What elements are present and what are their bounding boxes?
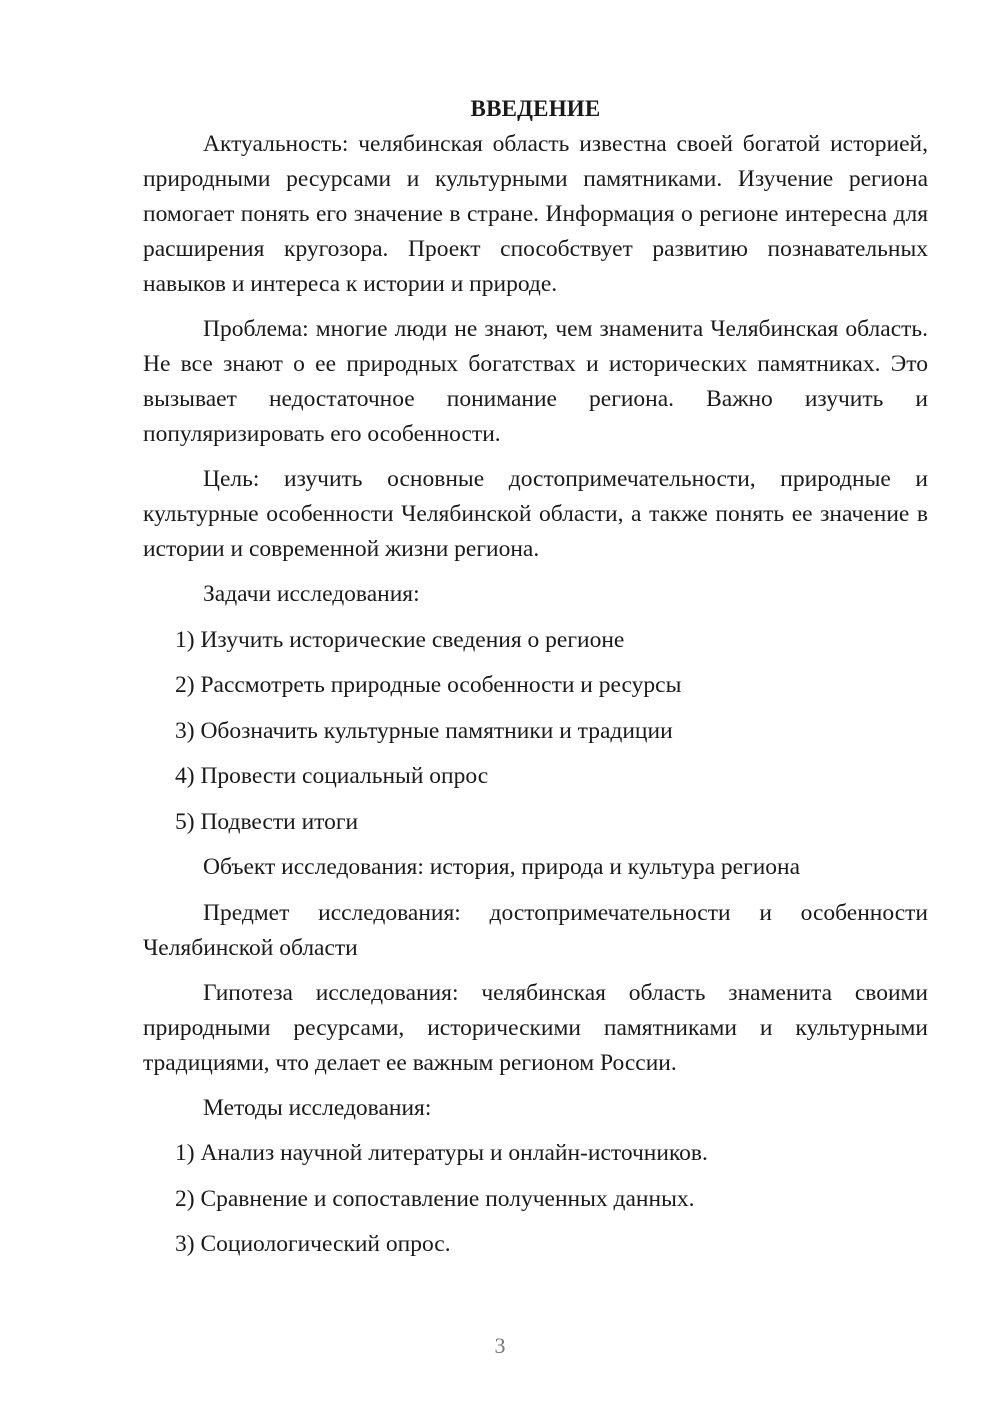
method-item-3: 3) Социологический опрос. bbox=[175, 1231, 451, 1257]
task-item-4: 4) Провести социальный опрос bbox=[175, 763, 489, 789]
method-item-2: 2) Сравнение и сопоставление полученных данных. bbox=[175, 1185, 695, 1212]
problem-paragraph: Проблема: многие люди не знают, чем знаменита Челябинская область. Не все знают о ее природных богатствах и исторических памятниках. Это вызывает недостаточное понимание региона. Важно изучить и популяризировать его особенности. bbox=[143, 316, 928, 447]
page-number: 3 bbox=[494, 1333, 506, 1358]
section-heading: ВВЕДЕНИЕ bbox=[470, 96, 601, 121]
relevance-paragraph: Актуальность: челябинская область известна своей богатой историей, природными ресурсами и культурными памятниками. Изучение региона помогает понять его значение в стране. Информация о регионе интересна для расширения кругозора. Проект способствует развитию познавательных навыков и интереса к истории и природе. bbox=[143, 131, 928, 297]
tasks-title: Задачи исследования: bbox=[203, 581, 420, 607]
method-item-1: 1) Анализ научной литературы и онлайн-источников. bbox=[175, 1140, 708, 1166]
research-object: Объект исследования: история, природа и культура региона bbox=[203, 854, 801, 880]
task-item-3: 3) Обозначить культурные памятники и традиции bbox=[175, 717, 673, 744]
goal-paragraph: Цель: изучить основные достопримечательности, природные и культурные особенности Челябинской области, а также понять ее значение в истории и современной жизни региона. bbox=[143, 466, 928, 562]
methods-title: Методы исследования: bbox=[203, 1094, 432, 1121]
research-subject: Предмет исследования: достопримечательности и особенности Челябинской области bbox=[143, 899, 928, 961]
research-hypothesis: Гипотеза исследования: челябинская область знаменита своими природными ресурсами, историческими памятниками и культурными традициями, что делает ее важным регионом России. bbox=[143, 979, 928, 1076]
task-item-2: 2) Рассмотреть природные особенности и ресурсы bbox=[175, 672, 682, 698]
task-item-1: 1) Изучить исторические сведения о регионе bbox=[175, 626, 625, 653]
document-page bbox=[143, 92, 928, 1273]
task-item-5: 5) Подвести итоги bbox=[175, 808, 359, 835]
